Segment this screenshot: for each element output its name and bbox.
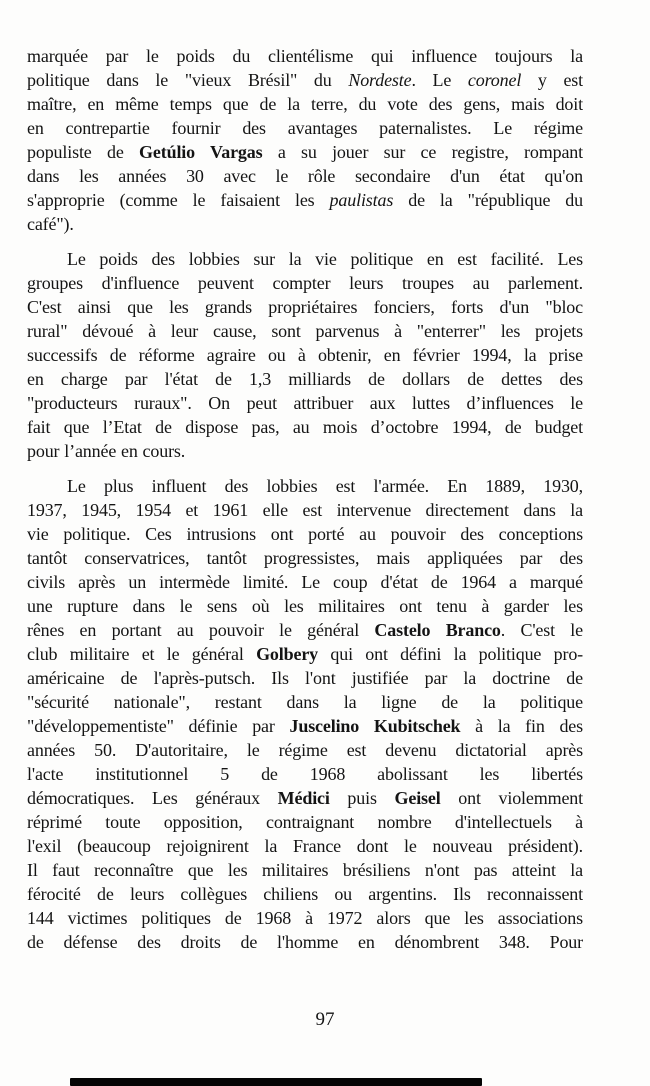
text-segment: "sécurité nationale", restant dans la ligne de la politique — [27, 692, 583, 712]
text-segment: s'approprie (comme le faisaient les — [27, 190, 330, 210]
text-segment: . C'est le — [500, 620, 583, 640]
text-segment: de défense des droits de l'homme en dénombrent 348. Pour — [27, 932, 583, 952]
bold-text: Castelo Branco — [374, 620, 501, 640]
text-line — [27, 164, 583, 188]
paragraph — [27, 474, 583, 954]
text-line — [27, 212, 583, 236]
page-number: 97 — [315, 1009, 335, 1030]
paragraph — [27, 44, 583, 236]
text-segment: 144 victimes politiques de 1968 à 1972 alors que les associations — [27, 908, 583, 928]
text-line — [27, 546, 583, 570]
text-line — [27, 319, 583, 343]
text-segment: fait que l’Etat de dispose pas, au mois d’octobre 1994, de budget — [27, 417, 583, 437]
text-line — [27, 247, 583, 271]
text-line — [27, 116, 583, 140]
text-line — [27, 140, 583, 164]
bold-text: Juscelino Kubitschek — [289, 716, 461, 736]
text-line — [27, 391, 583, 415]
text-segment: civils après un intermède limité. Le coup d'état de 1964 a marqué — [27, 572, 583, 592]
text-line — [27, 642, 583, 666]
text-line — [27, 666, 583, 690]
text-line — [27, 738, 583, 762]
text-line — [27, 415, 583, 439]
text-line — [27, 271, 583, 295]
text-line — [27, 92, 583, 116]
text-line — [27, 295, 583, 319]
text-segment: américaine de l'après-putsch. Ils l'ont justifiée par la doctrine de — [27, 668, 583, 688]
text-segment: à la fin des — [460, 716, 583, 736]
text-segment: rênes en portant au pouvoir le général — [27, 620, 375, 640]
text-line — [27, 714, 583, 738]
text-segment: politique dans le "vieux Brésil" du — [27, 70, 349, 90]
text-line — [27, 930, 583, 954]
text-line — [27, 858, 583, 882]
text-segment: Le plus influent des lobbies est l'armée. En 1889, 1930, — [67, 476, 583, 496]
text-segment: ont violemment — [440, 788, 583, 808]
text-line — [27, 618, 583, 642]
text-segment: une rupture dans le sens où les militaires ont tenu à garder les — [27, 596, 583, 616]
text-segment: vie politique. Ces intrusions ont porté au pouvoir des conceptions — [27, 524, 583, 544]
text-line — [27, 882, 583, 906]
text-segment: populiste de — [27, 142, 140, 162]
text-segment: marquée par le poids du clientélisme qui influence toujours la — [27, 46, 583, 66]
text-line — [27, 44, 583, 68]
text-line — [27, 810, 583, 834]
text-segment: 1937, 1945, 1954 et 1961 elle est intervenue directement dans la — [27, 500, 583, 520]
page-text — [27, 44, 583, 965]
text-segment: successifs de réforme agraire ou à obtenir, en février 1994, la prise — [27, 345, 583, 365]
bold-text: Golbery — [256, 644, 319, 664]
text-segment: qui ont défini la politique pro- — [318, 644, 583, 664]
scan-artifact-bar — [70, 1078, 482, 1086]
text-line — [27, 367, 583, 391]
italic-text: Nordeste — [348, 70, 412, 90]
text-segment: tantôt conservatrices, tantôt progressistes, mais appliquées par des — [27, 548, 583, 568]
text-segment: Le poids des lobbies sur la vie politique en est facilité. Les — [67, 249, 583, 269]
text-line — [27, 522, 583, 546]
text-line — [27, 594, 583, 618]
text-segment: café"). — [27, 214, 74, 234]
bold-text: Getúlio Vargas — [139, 142, 263, 162]
text-line — [27, 343, 583, 367]
text-line — [27, 786, 583, 810]
text-line — [27, 570, 583, 594]
text-segment: l'acte institutionnel 5 de 1968 abolissant les libertés — [27, 764, 583, 784]
text-line — [27, 690, 583, 714]
text-segment: maître, en même temps que de la terre, du vote des gens, mais doit — [27, 94, 583, 114]
text-line — [27, 188, 583, 212]
text-segment: l'exil (beaucoup rejoignirent la France dont le nouveau président). — [27, 836, 583, 856]
text-segment: de la "république du — [393, 190, 583, 210]
text-segment: . Le — [411, 70, 468, 90]
text-segment: pour l’année en cours. — [27, 441, 186, 461]
bold-text: Médici — [277, 788, 330, 808]
paragraph — [27, 247, 583, 463]
text-segment: C'est ainsi que les grands propriétaires fonciers, forts d'un "bloc — [27, 297, 583, 317]
text-segment: férocité de leurs collègues chiliens ou argentins. Ils reconnaissent — [27, 884, 583, 904]
text-segment: "producteurs ruraux". On peut attribuer aux luttes d’influences le — [27, 393, 583, 413]
italic-text: coronel — [467, 70, 522, 90]
text-segment: rural" dévoué à leur cause, sont parvenus à "enterrer" les projets — [27, 321, 583, 341]
text-segment: puis — [329, 788, 395, 808]
text-segment: club militaire et le général — [27, 644, 257, 664]
text-line — [27, 762, 583, 786]
text-line — [27, 906, 583, 930]
text-segment: démocratiques. Les généraux — [27, 788, 278, 808]
text-segment: en charge par l'état de 1,3 milliards de dollars de dettes des — [27, 369, 583, 389]
text-line — [27, 834, 583, 858]
text-line — [27, 474, 583, 498]
text-line — [27, 68, 583, 92]
text-line — [27, 498, 583, 522]
text-segment: Il faut reconnaître que les militaires brésiliens n'ont pas atteint la — [27, 860, 583, 880]
text-segment: en contrepartie fournir des avantages paternalistes. Le régime — [27, 118, 583, 138]
bold-text: Geisel — [394, 788, 441, 808]
text-segment: réprimé toute opposition, contraignant nombre d'intellectuels à — [27, 812, 583, 832]
text-segment: années 50. D'autoritaire, le régime est devenu dictatorial après — [27, 740, 583, 760]
text-segment: "développementiste" définie par — [27, 716, 290, 736]
text-segment: y est — [521, 70, 583, 90]
italic-text: paulistas — [329, 190, 394, 210]
text-line — [27, 439, 583, 463]
text-segment: groupes d'influence peuvent compter leurs troupes au parlement. — [27, 273, 583, 293]
text-segment: a su jouer sur ce registre, rompant — [262, 142, 583, 162]
text-segment: dans les années 30 avec le rôle secondaire d'un état qu'on — [27, 166, 583, 186]
